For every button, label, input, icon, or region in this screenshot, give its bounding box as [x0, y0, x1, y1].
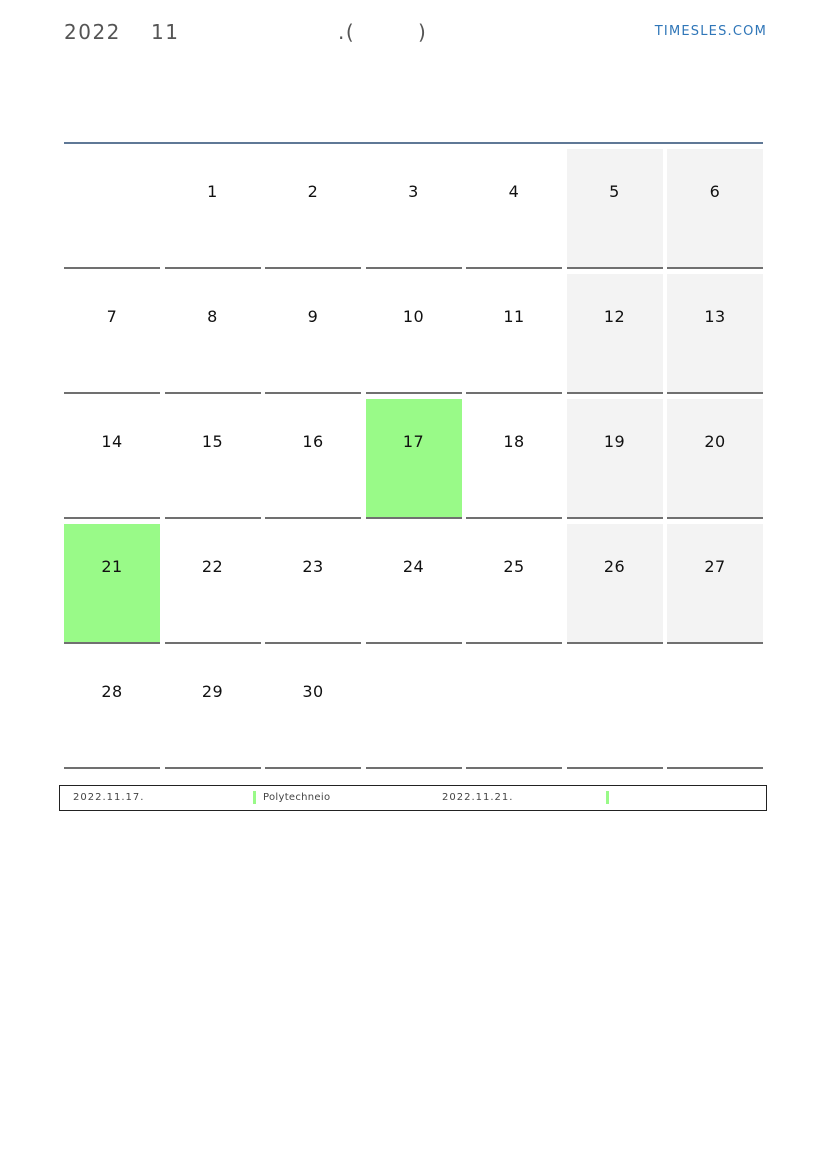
- day-number: 10: [402, 307, 425, 326]
- brand-link[interactable]: TIMESLES.COM: [654, 24, 767, 39]
- calendar-day: [165, 149, 261, 269]
- legend-holiday-marker-1: [253, 791, 256, 804]
- header-day-info: .( ): [338, 20, 428, 44]
- calendar-day: [64, 399, 160, 519]
- day-number: 12: [603, 307, 626, 326]
- day-number: 28: [101, 682, 123, 701]
- day-number: 29: [201, 682, 224, 701]
- day-number: 20: [704, 432, 726, 451]
- calendar-day: [64, 649, 160, 769]
- day-number: 2: [307, 182, 319, 201]
- calendar-day-holiday: [366, 399, 462, 519]
- calendar-day: [667, 524, 763, 644]
- day-number: 22: [201, 557, 224, 576]
- calendar-grid: [64, 149, 763, 769]
- day-number: 3: [408, 182, 419, 201]
- day-number: 21: [101, 557, 123, 576]
- calendar-day: [567, 149, 663, 269]
- calendar-day: [64, 274, 160, 394]
- calendar-day: [466, 149, 562, 269]
- day-number: 1: [207, 182, 218, 201]
- day-number: 17: [402, 432, 425, 451]
- legend-holiday-marker-2: [606, 791, 609, 804]
- calendar-day-holiday: [64, 524, 160, 644]
- day-number: 7: [106, 307, 118, 326]
- day-number: 18: [503, 432, 525, 451]
- day-number: 8: [207, 307, 218, 326]
- day-number: 9: [307, 307, 319, 326]
- calendar-day: [265, 149, 361, 269]
- calendar-day: [265, 399, 361, 519]
- day-number: 13: [704, 307, 726, 326]
- calendar-day: [667, 649, 763, 769]
- calendar-day: [265, 524, 361, 644]
- calendar-day: [667, 274, 763, 394]
- header-year: 2022: [64, 20, 121, 44]
- day-number: 23: [302, 557, 324, 576]
- calendar-top-rule: [64, 142, 763, 144]
- day-number: 4: [508, 182, 520, 201]
- day-number: 30: [302, 682, 324, 701]
- calendar-day: [165, 399, 261, 519]
- calendar-day: [466, 524, 562, 644]
- calendar-day: [165, 524, 261, 644]
- calendar-day: [64, 149, 160, 269]
- day-number: 26: [603, 557, 626, 576]
- calendar-day: [165, 649, 261, 769]
- day-number: 24: [402, 557, 425, 576]
- day-number: 25: [503, 557, 525, 576]
- calendar-day: [567, 274, 663, 394]
- header-month: 11: [151, 20, 180, 44]
- calendar-day: [366, 524, 462, 644]
- calendar-day: [667, 399, 763, 519]
- day-number: 14: [101, 432, 123, 451]
- day-number: 15: [201, 432, 224, 451]
- calendar-day: [265, 649, 361, 769]
- day-number: 19: [603, 432, 626, 451]
- calendar-day: [567, 399, 663, 519]
- day-number: 5: [609, 182, 620, 201]
- calendar-day: [366, 149, 462, 269]
- calendar-day: [265, 274, 361, 394]
- calendar-day: [466, 274, 562, 394]
- day-number: 16: [302, 432, 324, 451]
- day-number: 11: [503, 307, 525, 326]
- legend-date-1: 2022.11.17.: [73, 792, 145, 803]
- calendar-day: [366, 274, 462, 394]
- holiday-legend: [59, 785, 767, 811]
- legend-name-1: Polytechneio: [263, 792, 331, 803]
- calendar-day: [466, 399, 562, 519]
- calendar-day: [466, 649, 562, 769]
- calendar-day: [667, 149, 763, 269]
- calendar-day: [366, 649, 462, 769]
- calendar-day: [567, 524, 663, 644]
- calendar-day: [165, 274, 261, 394]
- day-number: 27: [704, 557, 726, 576]
- legend-date-2: 2022.11.21.: [442, 792, 514, 803]
- day-number: 6: [709, 182, 721, 201]
- calendar-day: [567, 649, 663, 769]
